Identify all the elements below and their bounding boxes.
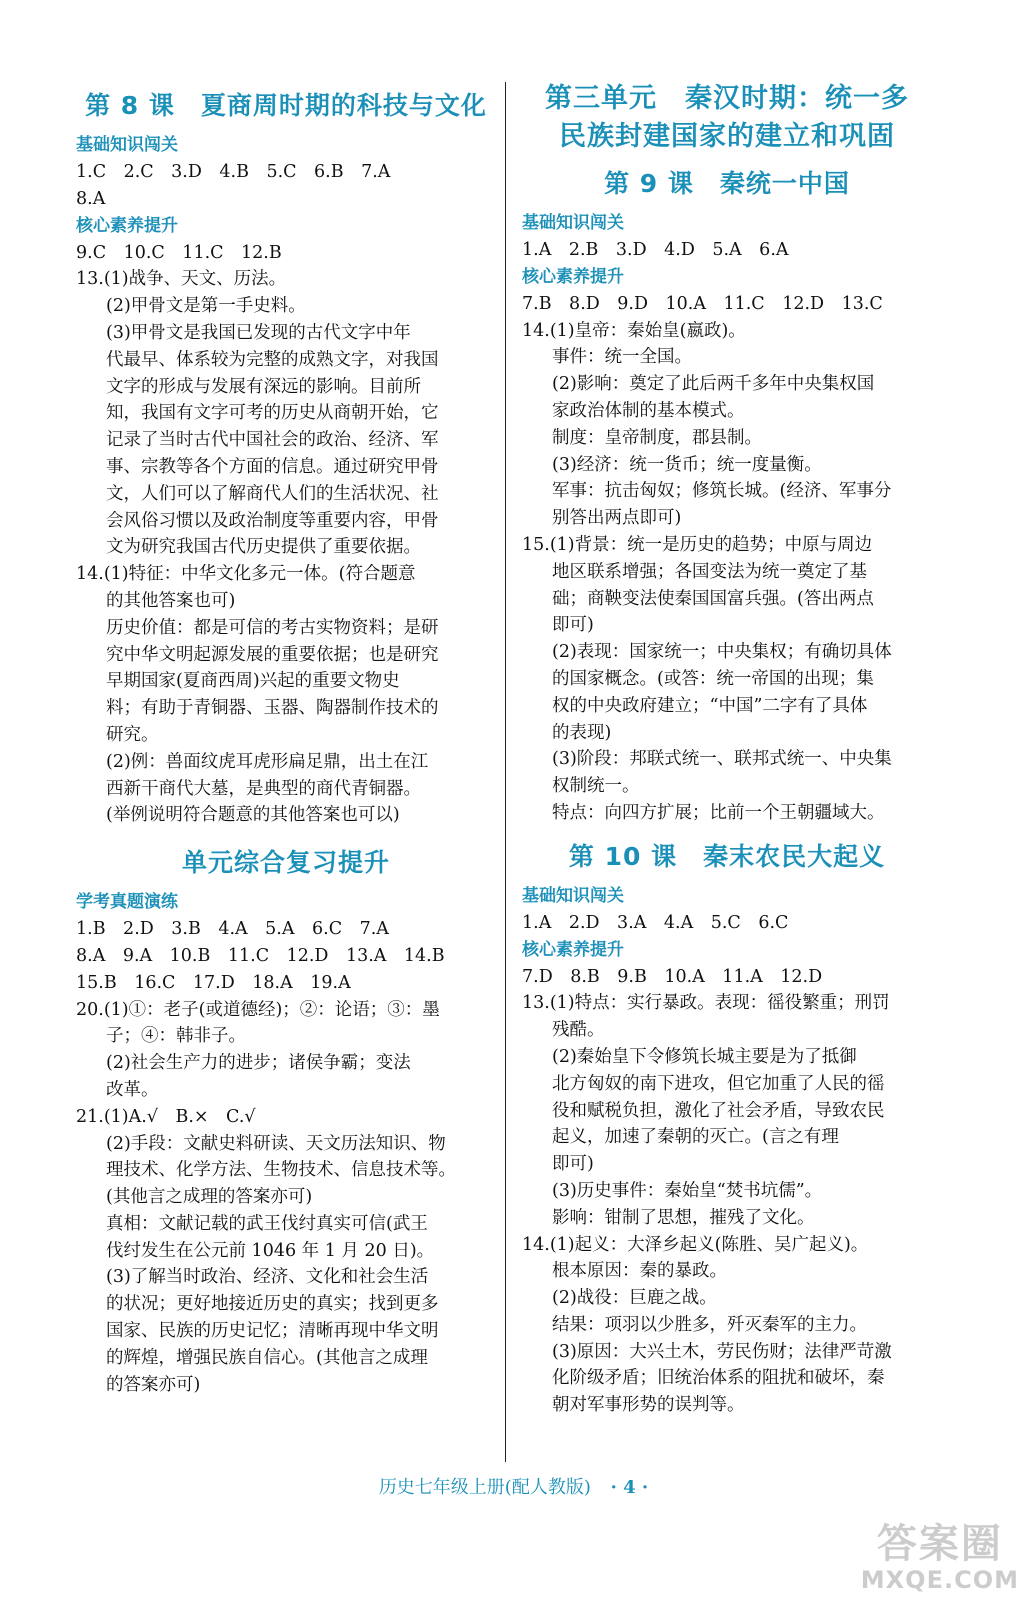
- answer-line: 知，我国有文字可考的历史从商朝开始，它: [106, 403, 439, 424]
- answer-line: 影响：钳制了思想，摧残了文化。: [552, 1207, 815, 1228]
- answer-line: 权的中央政府建立；“中国”二字有了具体: [552, 695, 868, 716]
- lesson-9-title: 第 9 课 秦统一中国: [604, 169, 850, 198]
- answer-line: 改革。: [106, 1079, 159, 1100]
- answer-line: 13.(1)战争、天文、历法。: [76, 269, 287, 290]
- answer-line: 起义，加速了秦朝的灭亡。(言之有理: [552, 1127, 839, 1148]
- answer-line: 8.A 9.A 10.B 11.C 12.D 13.A 14.B: [76, 945, 445, 966]
- section-core-literacy: 核心素养提升: [76, 215, 178, 236]
- unit-3-title: [522, 80, 932, 156]
- answer-line: 础；商鞅变法使秦国国富兵强。(答出两点: [552, 588, 874, 609]
- answer-line: (2)手段：文献史料研读、天文历法知识、物: [106, 1133, 446, 1154]
- l9-core-answers: [522, 291, 932, 827]
- answer-line: (其他言之成理的答案亦可): [106, 1187, 313, 1208]
- answer-line: (3)了解当时政治、经济、文化和社会生活: [106, 1267, 429, 1288]
- l10-basic-answers: [522, 910, 932, 937]
- answer-line: (2)社会生产力的进步；诸侯争霸；变法: [106, 1053, 411, 1074]
- answer-line: 权制统一。: [552, 776, 640, 797]
- lesson-10-title: 第 10 课 秦末农民大起义: [568, 841, 886, 871]
- answer-line: 8.A: [76, 188, 106, 209]
- answer-line: 地区联系增强；各国变法为统一奠定了基: [552, 561, 867, 582]
- column-divider: [505, 82, 506, 1462]
- answer-line: 西新干商代大墓，是典型的商代青铜器。: [106, 778, 421, 799]
- answer-line: 军事：抗击匈奴；修筑长城。(经济、军事分: [552, 481, 892, 502]
- l9-basic-answers: [522, 237, 932, 264]
- answer-line: 15.(1)背景：统一是历史的趋势；中原与周边: [522, 534, 873, 555]
- answer-line: 即可): [552, 1154, 594, 1175]
- answer-line: 真相：文献记载的武王伐纣真实可信(武王: [106, 1213, 428, 1234]
- answer-line: 北方匈奴的南下进攻，但它加重了人民的徭: [552, 1073, 885, 1094]
- section-core-literacy: 核心素养提升: [522, 266, 624, 287]
- lesson-8-title: 第 8 课 夏商周时期的科技与文化: [85, 91, 487, 120]
- answer-line: 理技术、化学方法、生物技术、信息技术等。: [106, 1160, 456, 1181]
- l8-basic-answers: [76, 159, 496, 213]
- answer-line: 事件：统一全国。: [552, 347, 692, 368]
- section-basic-knowledge: 基础知识闯关: [522, 885, 624, 906]
- l10-core-answers: [522, 964, 932, 1420]
- answer-line: (2)战役：巨鹿之战。: [552, 1288, 717, 1309]
- answer-line: 的表现): [552, 722, 612, 743]
- answer-line: (2)甲骨文是第一手史料。: [106, 296, 306, 317]
- answer-line: 1.C 2.C 3.D 4.B 5.C 6.B 7.A: [76, 162, 391, 182]
- answer-line: 历史价值：都是可信的考古实物资料；是研: [106, 617, 439, 638]
- answer-line: 7.B 8.D 9.D 10.A 11.C 12.D 13.C: [522, 293, 883, 314]
- answer-line: 文字的形成与发展有深远的影响。目前所: [106, 376, 421, 397]
- answer-line: 家政治体制的基本模式。: [552, 400, 745, 421]
- answer-line: 代最早、体系较为完整的成熟文字，对我国: [106, 349, 439, 370]
- answer-line: (2)例：兽面纹虎耳虎形扁足鼎，出土在江: [106, 751, 429, 772]
- answer-line: (2)表现：国家统一；中央集权；有确切具体: [552, 642, 892, 663]
- answer-line: 制度：皇帝制度，郡县制。: [552, 427, 762, 448]
- section-exam-practice: 学考真题演练: [76, 892, 178, 913]
- answer-line: 9.C 10.C 11.C 12.B: [76, 242, 282, 263]
- answer-line: 根本原因：秦的暴政。: [552, 1261, 727, 1282]
- answer-line: 究中华文明起源发展的重要依据；也是研究: [106, 644, 439, 665]
- right-column: [522, 78, 932, 1419]
- answer-line: 14.(1)起义：大泽乡起义(陈胜、吴广起义)。: [522, 1234, 869, 1255]
- answer-line: 特点：向四方扩展；比前一个王朝疆域大。: [552, 802, 885, 823]
- answer-line: 化阶级矛盾；旧统治体系的阻扰和破坏，秦: [552, 1368, 885, 1389]
- answer-line: 的状况；更好地接近历史的真实；找到更多: [106, 1294, 439, 1315]
- answer-line: 的答案亦可): [106, 1374, 201, 1395]
- answer-line: 的国家概念。(或答：统一帝国的出现；集: [552, 668, 874, 689]
- answer-line: 子；④：韩非子。: [106, 1026, 246, 1047]
- answer-line: 1.B 2.D 3.B 4.A 5.A 6.C 7.A: [76, 919, 389, 940]
- answer-line: 即可): [552, 615, 594, 636]
- answer-line: (3)经济：统一货币；统一度量衡。: [552, 454, 822, 475]
- left-column: [76, 78, 496, 1398]
- section-basic-knowledge: 基础知识闯关: [76, 135, 178, 155]
- answer-line: 文为研究我国古代历史提供了重要依据。: [106, 537, 421, 558]
- answer-line: (3)甲骨文是我国已发现的古代文字中年: [106, 322, 411, 343]
- answer-line: 14.(1)皇帝：秦始皇(嬴政)。: [522, 320, 746, 341]
- watermark-url: MXQE.COM: [860, 1566, 1019, 1594]
- answer-line: (3)历史事件：秦始皇“焚书坑儒”。: [552, 1180, 823, 1201]
- answer-line: 的辉煌，增强民族自信心。(其他言之成理: [106, 1347, 428, 1368]
- unit-3-title-line-2: 民族封建国家的建立和巩固: [559, 121, 895, 152]
- answer-line: 事、宗教等各个方面的信息。通过研究甲骨: [106, 456, 439, 477]
- answer-line: 朝对军事形势的误判等。: [552, 1395, 745, 1416]
- footer-book-title: 历史七年级上册(配人教版): [378, 1477, 591, 1498]
- answer-line: 结果：项羽以少胜多，歼灭秦军的主力。: [552, 1314, 867, 1335]
- answer-line: 记录了当时古代中国社会的政治、经济、军: [106, 430, 439, 451]
- answer-line: 1.A 2.D 3.A 4.A 5.C 6.C: [522, 912, 789, 933]
- answer-line: 7.D 8.B 9.B 10.A 11.A 12.D: [522, 966, 823, 987]
- answer-line: 早期国家(夏商西周)兴起的重要文物史: [106, 671, 400, 692]
- answer-line: 14.(1)特征：中华文化多元一体。(符合题意: [76, 564, 416, 585]
- watermark-logo: [861, 1522, 1019, 1594]
- answer-line: 1.A 2.B 3.D 4.D 5.A 6.A: [522, 240, 789, 260]
- answer-line: 国家、民族的历史记忆；清晰再现中华文明: [106, 1321, 439, 1342]
- watermark-logo-text: 答案圈: [876, 1521, 1003, 1567]
- answer-line: 研究。: [106, 724, 159, 745]
- answer-line: 料；有助于青铜器、玉器、陶器制作技术的: [106, 698, 439, 719]
- unit-review-title: 单元综合复习提升: [181, 848, 390, 878]
- answer-line: 伐纣发生在公元前 1046 年 1 月 20 日)。: [106, 1240, 435, 1261]
- answer-line: 的其他答案也可): [106, 590, 236, 611]
- page-footer: [0, 1473, 1027, 1499]
- answer-line: 20.(1)①：老子(或道德经)；②：论语；③：墨: [76, 999, 440, 1020]
- section-core-literacy: 核心素养提升: [522, 939, 624, 960]
- answer-line: 会风俗习惯以及政治制度等重要内容，甲骨: [106, 510, 439, 531]
- page-number: · 4 ·: [610, 1477, 649, 1498]
- answer-line: 文，人们可以了解商代人们的生活状况、社: [106, 483, 439, 504]
- answer-line: (2)秦始皇下令修筑长城主要是为了抵御: [552, 1046, 857, 1067]
- answer-line: 役和赋税负担，激化了社会矛盾，导致农民: [552, 1100, 885, 1121]
- answer-line: (2)影响：奠定了此后两千多年中央集权国: [552, 374, 875, 395]
- section-basic-knowledge: 基础知识闯关: [522, 213, 624, 233]
- answer-line: (3)原因：大兴土木，劳民伤财；法律严苛激: [552, 1341, 892, 1362]
- answer-line: 13.(1)特点：实行暴政。表现：徭役繁重；刑罚: [522, 993, 890, 1014]
- answer-line: (3)阶段：邦联式统一、联邦式统一、中央集: [552, 749, 892, 770]
- answer-line: 15.B 16.C 17.D 18.A 19.A: [76, 972, 351, 993]
- answer-line: 别答出两点即可): [552, 508, 682, 529]
- answer-line: 21.(1)A.√ B.× C.√: [76, 1106, 256, 1127]
- unit-3-title-line-1: 第三单元 秦汉时期：统一多: [545, 83, 909, 114]
- answer-line: (举例说明符合题意的其他答案也可以): [106, 805, 400, 826]
- l8-core-answers: [76, 240, 496, 830]
- answer-line: 残酷。: [552, 1020, 605, 1041]
- review-answers: [76, 916, 496, 1398]
